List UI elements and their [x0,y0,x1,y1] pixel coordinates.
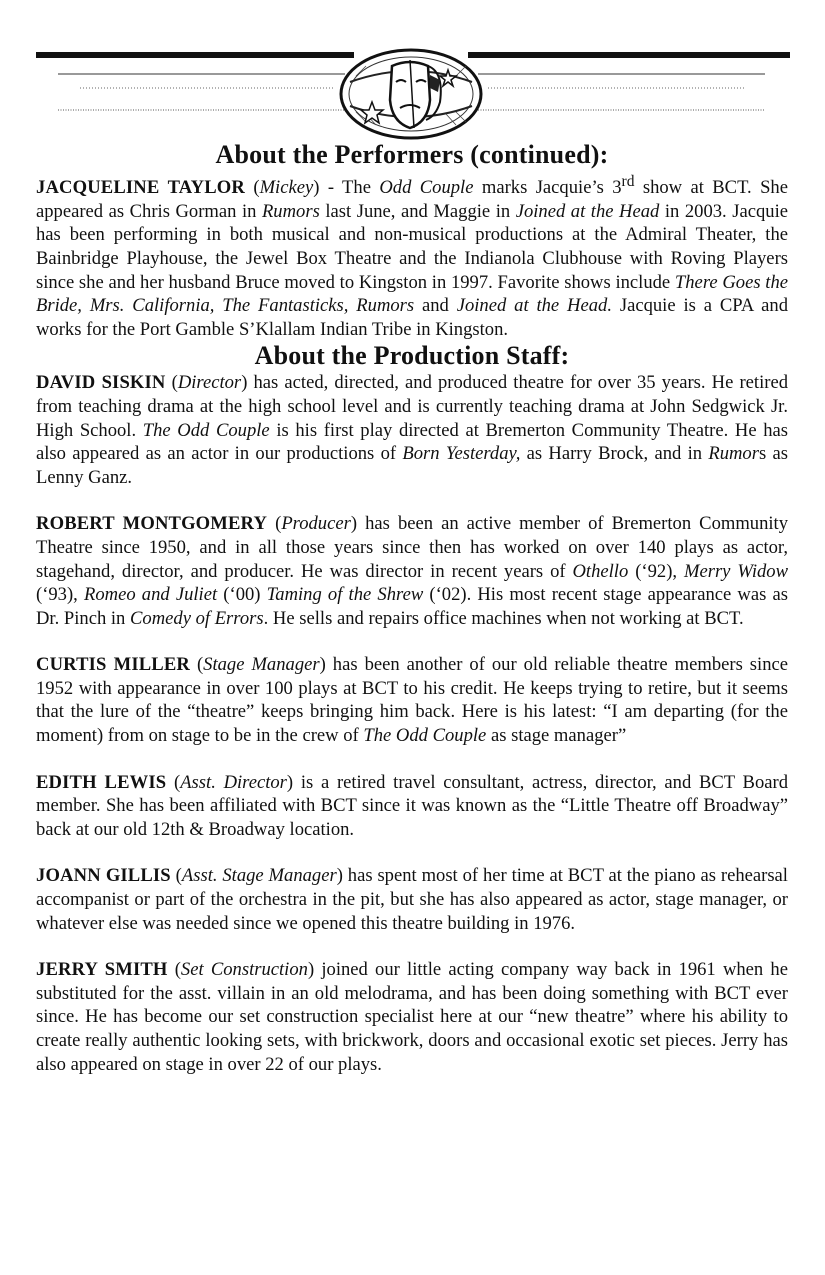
bio-text: - The [319,177,380,199]
bio-role: Stage Manager [203,654,320,676]
play-title: Odd Couple [379,177,474,199]
bio-robert-montgomery: ROBERT MONTGOMERY (Producer) has been an active member of Bremerton Community Theatre since 1950, and in all those years since then has worked on over 140 plays as actor, stagehand, director, and producer. He was director in recent years of Othello (‘92), Merry Widow (‘93), Romeo and Juliet (‘00) Taming of the Shrew (‘02). His most recent stage appearance was as Dr. Pinch in Comedy of Errors. He sells and repairs office machines when not working at BCT. [36,513,789,629]
bio-name: JACQUELINE TAYLOR [36,177,245,199]
bio-text: (‘02). His most recent stage appearance was as Dr. Pinch in [36,584,788,629]
bio-text: in 2003. Jacquie has been performing in both musical and non-musical productions at the Admiral Theater, the Bainbridge Playhouse, the Jewel Box Theatre and the Indianola Clubhouse with Roving Players since she and her husband Bruce moved to Kingston in 1997. Favorite shows include [36,200,788,293]
bio-text: and [414,295,457,317]
bio-role: Mickey [259,177,314,199]
bio-text: last June, and Maggie in [319,200,516,222]
bio-text: has acted, directed, and produced theatre for over 35 years. He retired from teaching drama at the high school level and is currently teaching drama at John Sedgwick Jr. High School. [36,372,788,441]
bio-text: (‘92), [628,560,684,582]
bio-text: s as Lenny Ganz. [36,443,788,488]
bio-name: EDITH LEWIS [36,771,167,793]
play-title: Rumors [261,200,320,222]
bio-text: . He sells and repairs office machines when not working at BCT. [263,607,744,629]
play-title: There Goes the Bride, Mrs. California, The Fantasticks, Rumors [36,271,789,317]
bio-text: marks Jacquie’s 3 [473,177,622,199]
bio-name: JOANN GILLIS [36,865,171,887]
ordinal-suffix: rd [621,173,635,190]
play-title: Merry Widow [683,560,788,582]
bio-text: (‘93), [36,584,84,606]
bio-role: Director [177,372,242,394]
play-title: Born Yesterday, [402,443,521,465]
bio-role: Asst. Director [180,771,287,793]
bio-text: joined our little acting company way back in 1961 when he substituted for the asst. villain in an old melodrama, and has been doing something with BCT ever since. He has become our set construction specialist here at our “new theatre” where his ability to create really authentic looking sets, with brickwork, doors and occasional exotic set pieces. Jerry has also appeared on stage in over 22 of our plays. [36,959,788,1075]
play-title: Taming of the Shrew [266,584,424,606]
staff-section-title: About the Production Staff: [254,341,570,371]
bio-text: Jacquie is a CPA and works for the Port Gamble S’Klallam Indian Tribe in Kingston. [36,295,788,340]
play-title: Comedy of Errors [130,607,264,629]
play-title: Joined at the Head. [456,295,612,317]
bio-edith-lewis: EDITH LEWIS (Asst. Director) is a retired travel consultant, actress, director, and BCT Board member. She has been affiliated with BCT since it was known as the “Little Theatre off Broadway” back at our old 12th & Broadway location. [36,771,788,840]
bio-joann-gillis: JOANN GILLIS (Asst. Stage Manager) has spent most of her time at BCT at the piano as rehearsal accompanist or part of the orchestra in the pit, but she has also appeared as actor, stage manager, or whatever else was needed since we opened this theatre building in 1976. [36,865,788,934]
bio-text: as stage manager” [486,725,627,747]
page-body [36,140,788,1099]
bio-text: has been an active member of Bremerton Community Theatre since 1950, and in all those years since then has worked on over 140 plays as actor, stagehand, director, and producer. He was director in recent years of [36,513,789,582]
play-title: The Odd Couple [363,725,487,747]
bio-david-siskin: DAVID SISKIN (Director) has acted, directed, and produced theatre for over 35 years. He retired from teaching drama at the high school level and is currently teaching drama at John Sedgwick Jr. High School. The Odd Couple is his first play directed at Bremerton Community Theatre. He has also appeared as an actor in our productions of Born Yesterday, as Harry Brock, and in Rumors as Lenny Ganz. [36,372,788,488]
bio-name: CURTIS MILLER [36,654,190,676]
header-ornament [0,30,825,145]
bio-text: (‘00) [217,584,267,606]
bio-text: has spent most of her time at BCT at the piano as rehearsal accompanist or part of the orchestra in the pit, but she has also appeared as actor, stage manager, or whatever else was needed since we opened this theatre building in 1976. [36,865,788,934]
bio-name: DAVID SISKIN [36,372,166,394]
bio-role: Set Construction [180,959,308,981]
bio-text: is a retired travel consultant, actress, director, and BCT Board member. She has been affiliated with BCT since it was known as the “Little Theatre off Broadway” back at our old 12th & Broadway location. [36,771,788,840]
play-title: Romeo and Juliet [83,584,218,606]
play-title: Joined at the Head [515,200,660,222]
bio-text: as Harry Brock, and in [520,443,709,465]
bio-jacqueline-taylor: JACQUELINE TAYLOR (Mickey) - The Odd Couple marks Jacquie’s 3rd show at BCT. She appeared as Chris Gorman in Rumors last June, and Maggie in Joined at the Head in 2003. Jacquie has been performing in both musical and non-musical productions at the Admiral Theater, the Bainbridge Playhouse, the Jewel Box Theatre and the Indianola Clubhouse with Roving Players since she and her husband Bruce moved to Kingston in 1997. Favorite shows include There Goes the Bride, Mrs. California, The Fantasticks, Rumors and Joined at the Head. Jacquie is a CPA and works for the Port Gamble S’Klallam Indian Tribe in Kingston. [36,173,789,340]
play-title: Othello [572,560,629,582]
bio-text: has been another of our old reliable theatre members since 1952 with appearance in over 100 plays at BCT to his credit. He keeps trying to retire, but it seems that the lure of the “theatre” keeps bringing him back. Here is his latest: “I am departing (for the moment) from on stage to be in the crew of [36,654,789,747]
bio-text: show at BCT. She appeared as Chris Gorman in [36,177,788,222]
bio-text: is his first play directed at Bremerton Community Theatre. He has also appeared as an actor in our productions of [36,419,788,465]
bio-role: Asst. Stage Manager [181,865,337,887]
bio-name: JERRY SMITH [36,959,168,981]
performers-section-title: About the Performers (continued): [215,140,609,169]
bio-role: Producer [281,513,351,535]
bio-curtis-miller: CURTIS MILLER (Stage Manager) has been another of our old reliable theatre members since 1952 with appearance in over 100 plays at BCT to his credit. He keeps trying to retire, but it seems that the lure of the “theatre” keeps bringing him back. Here is his latest: “I am departing (for the moment) from on stage to be in the crew of The Odd Couple as stage manager” [36,654,789,747]
bio-jerry-smith: JERRY SMITH (Set Construction) joined our little acting company way back in 1961 when he substituted for the asst. villain in an old melodrama, and has been doing something with BCT ever since. He has become our set construction specialist here at our “new theatre” where his ability to create really authentic looking sets, with brickwork, doors and occasional exotic set pieces. Jerry has also appeared on stage in over 22 of our plays. [36,959,788,1075]
play-title: The Odd Couple [142,419,270,441]
theatre-masks-emblem [341,50,481,138]
play-title: Rumor [708,443,759,465]
bio-name: ROBERT MONTGOMERY [36,513,268,535]
